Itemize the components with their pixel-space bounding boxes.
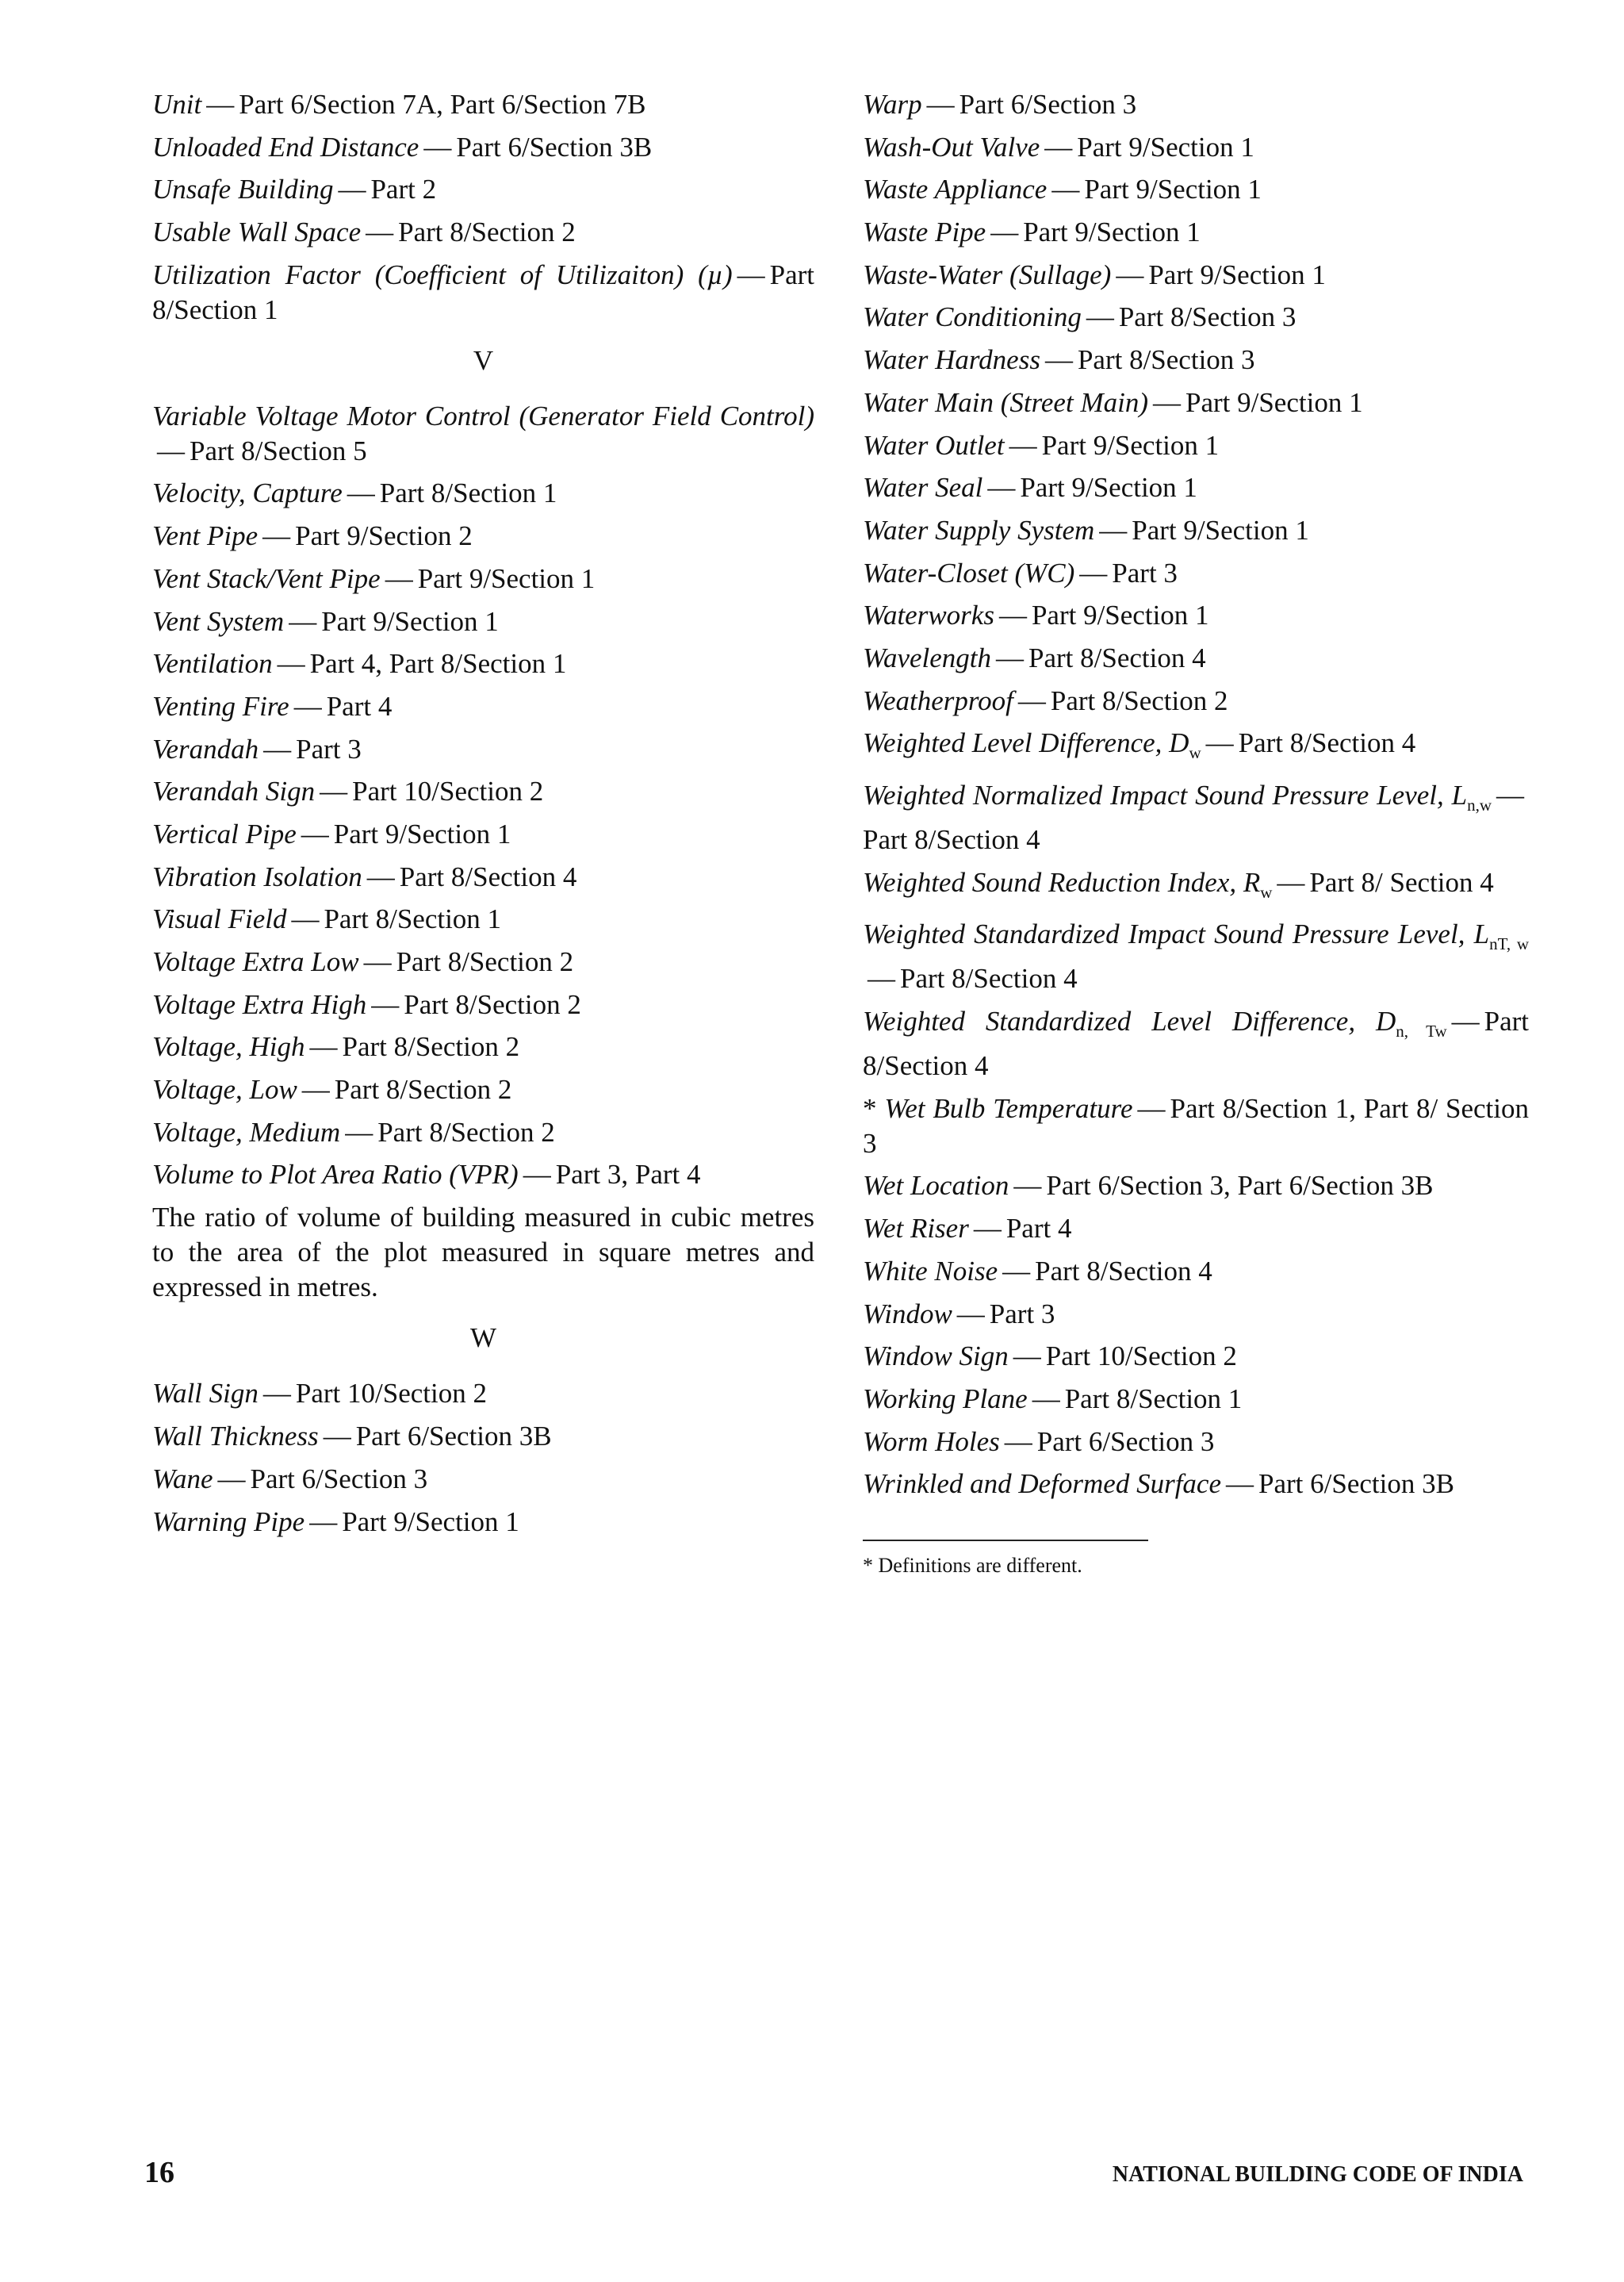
index-entry bbox=[863, 470, 1529, 505]
entry-reference: Part 8/Section 3 bbox=[1077, 344, 1255, 376]
entry-dash: — bbox=[385, 562, 413, 594]
index-entry bbox=[863, 865, 1529, 910]
entry-term: Wet Bulb Temperature bbox=[884, 1092, 1133, 1124]
entry-reference: Part 9/Section 1 bbox=[1132, 514, 1309, 546]
entry-dash: — bbox=[423, 131, 452, 163]
entry-dash: — bbox=[345, 1116, 373, 1148]
entry-reference: Part 4 bbox=[1005, 1213, 1072, 1245]
entry-term: Water-Closet (WC) bbox=[863, 557, 1075, 589]
entry-dash: — bbox=[363, 946, 392, 977]
entry-dash: — bbox=[1116, 259, 1144, 290]
index-entry bbox=[152, 1072, 814, 1107]
index-entry bbox=[863, 385, 1529, 420]
entry-dash: — bbox=[1017, 685, 1046, 716]
entry-reference: Part 8/Section 4 bbox=[399, 861, 577, 892]
entry-reference: Part 8/Section 2 bbox=[404, 988, 581, 1020]
entry-reference: Part 6/Section 3 bbox=[250, 1463, 428, 1494]
entry-dash: — bbox=[1051, 174, 1080, 205]
entry-dash: — bbox=[1496, 780, 1524, 811]
entry-reference: Part 6/Section 3 bbox=[1036, 1425, 1215, 1457]
entry-reference: Part 8/Section 2 bbox=[342, 1031, 520, 1063]
entry-symbol-subscript: nT, w bbox=[1489, 934, 1530, 954]
entry-reference: Part 9/Section 1 bbox=[1041, 429, 1220, 461]
entry-dash: — bbox=[366, 217, 394, 248]
entry-reference: Part 9/Section 1 bbox=[333, 818, 511, 850]
index-entry bbox=[863, 726, 1529, 770]
footnote-marker: * bbox=[863, 1092, 885, 1124]
entry-term: Unit bbox=[152, 89, 202, 120]
entry-list-w-left bbox=[152, 1376, 814, 1539]
entry-term: Weighted Normalized Impact Sound Pressure Level, bbox=[863, 780, 1444, 811]
entry-term: Usable Wall Space bbox=[152, 217, 362, 248]
entry-term: Vent System bbox=[152, 605, 285, 637]
entry-dash: — bbox=[523, 1159, 551, 1191]
entry-term: Weighted Standardized Level Difference, bbox=[863, 1006, 1356, 1037]
entry-reference: Part 9/Section 1 bbox=[1031, 600, 1209, 631]
entry-term: Velocity, Capture bbox=[152, 477, 343, 509]
entry-reference: Part 6/Section 3B bbox=[1258, 1468, 1454, 1500]
index-entry bbox=[863, 641, 1529, 676]
entry-term: Weatherproof bbox=[863, 685, 1013, 716]
vpr-definition: The ratio of volume of building measured in cubic metres to the area of the plot measured in square metres and expressed in metres. bbox=[152, 1202, 814, 1303]
entry-dash: — bbox=[1013, 1170, 1042, 1202]
entry-dash: — bbox=[868, 963, 895, 995]
entry-dash: — bbox=[309, 1031, 338, 1063]
index-entry bbox=[152, 1157, 814, 1192]
entry-term: Vent Pipe bbox=[152, 520, 259, 552]
index-entry bbox=[863, 778, 1529, 857]
entry-dash: — bbox=[1013, 1340, 1041, 1372]
entry-term: Voltage, Medium bbox=[152, 1116, 341, 1148]
entry-term: Variable Voltage Motor Control (Generator Field Control) bbox=[152, 400, 814, 431]
index-entry bbox=[863, 598, 1529, 633]
right-column bbox=[863, 87, 1529, 1579]
index-entry bbox=[152, 1115, 814, 1150]
entry-term: White Noise bbox=[863, 1255, 998, 1287]
entry-reference: Part 8/Section 4 bbox=[1028, 642, 1206, 673]
entry-dash: — bbox=[1079, 557, 1108, 589]
entry-dash: — bbox=[338, 174, 366, 205]
index-entry bbox=[152, 562, 814, 596]
entry-dash: — bbox=[990, 217, 1019, 248]
entry-reference: Part 8/Section 1 bbox=[324, 903, 502, 935]
index-entry bbox=[152, 519, 814, 554]
entry-reference: Part 8/Section 3 bbox=[1118, 301, 1297, 333]
index-entry bbox=[152, 1462, 814, 1497]
entry-reference: Part 8/Section 1 bbox=[1064, 1383, 1243, 1414]
entry-symbol-subscript: n,w bbox=[1467, 796, 1492, 815]
index-entry bbox=[863, 1254, 1529, 1289]
entry-dash: — bbox=[323, 1421, 351, 1452]
entry-dash: — bbox=[217, 1463, 246, 1494]
entry-dash: — bbox=[301, 1074, 330, 1106]
entry-reference: Part 8/Section 2 bbox=[334, 1074, 512, 1106]
entry-dash: — bbox=[956, 1298, 985, 1329]
index-entry bbox=[152, 988, 814, 1022]
entry-term: Weighted Standardized Impact Sound Pressure Level, bbox=[863, 919, 1465, 950]
entry-reference: Part 8/Section 2 bbox=[377, 1116, 555, 1148]
entry-dash: — bbox=[998, 600, 1027, 631]
entry-dash: — bbox=[301, 818, 329, 850]
index-entry bbox=[152, 1376, 814, 1411]
entry-reference: Part 8/Section 4 bbox=[863, 824, 1040, 855]
footnote-rule bbox=[863, 1540, 1148, 1541]
entry-reference: Part 6/Section 3 bbox=[959, 89, 1137, 120]
entry-term: Warning Pipe bbox=[152, 1505, 305, 1537]
entry-term: Wane bbox=[152, 1463, 213, 1494]
index-entry bbox=[152, 860, 814, 895]
entry-reference: Part 8/Section 4 bbox=[1238, 727, 1416, 759]
index-entry bbox=[152, 902, 814, 937]
index-entry bbox=[863, 215, 1529, 250]
entry-reference: Part 9/Section 1 bbox=[1084, 174, 1262, 205]
entry-dash: — bbox=[1004, 1425, 1032, 1457]
index-entry bbox=[863, 1091, 1529, 1161]
entry-list-w-right bbox=[863, 87, 1529, 1502]
entry-term: Waste-Water (Sullage) bbox=[863, 259, 1112, 290]
entry-dash: — bbox=[1277, 866, 1305, 898]
entry-dash: — bbox=[1226, 1468, 1254, 1500]
entry-dash: — bbox=[309, 1505, 338, 1537]
entry-dash: — bbox=[262, 1378, 291, 1409]
entry-reference: Part 3 bbox=[296, 733, 362, 765]
entry-term: Vent Stack/Vent Pipe bbox=[152, 562, 381, 594]
left-column bbox=[152, 87, 814, 1547]
index-entry bbox=[863, 513, 1529, 548]
entry-term: Water Hardness bbox=[863, 344, 1040, 376]
entry-dash: — bbox=[973, 1213, 1002, 1245]
entry-reference: Part 6/Section 3, Part 6/Section 3B bbox=[1046, 1170, 1434, 1202]
section-letter-v: V bbox=[473, 344, 494, 376]
entry-term: Verandah bbox=[152, 733, 259, 765]
entry-reference: Part 8/Section 2 bbox=[396, 946, 574, 977]
entry-symbol: $D_w$ bbox=[1169, 727, 1201, 763]
entry-reference: Part 8/Section 1 bbox=[152, 259, 814, 325]
index-entry bbox=[863, 1425, 1529, 1459]
entry-term: Voltage Extra High bbox=[152, 988, 367, 1020]
entry-dash: — bbox=[987, 472, 1016, 504]
entry-term: Wavelength bbox=[863, 642, 991, 673]
index-entry bbox=[863, 428, 1529, 463]
entry-dash: — bbox=[289, 605, 317, 637]
entry-reference: Part 4, Part 8/Section 1 bbox=[309, 648, 567, 680]
entry-term: Vertical Pipe bbox=[152, 818, 297, 850]
entry-dash: — bbox=[262, 520, 291, 552]
entry-dash: — bbox=[1137, 1092, 1166, 1124]
entry-dash: — bbox=[157, 435, 185, 466]
entry-dash: — bbox=[320, 776, 348, 807]
entry-reference: Part 9/Section 2 bbox=[295, 520, 473, 552]
entry-dash: — bbox=[1002, 1255, 1031, 1287]
index-entry bbox=[152, 399, 814, 469]
entry-reference: Part 6/Section 3B bbox=[456, 131, 653, 163]
entry-dash: — bbox=[1044, 344, 1073, 376]
entry-dash: — bbox=[293, 690, 322, 722]
entry-reference: Part 8/Section 4 bbox=[900, 963, 1078, 995]
entry-dash: — bbox=[1205, 727, 1234, 759]
entry-reference: Part 10/Section 2 bbox=[352, 776, 544, 807]
entry-dash: — bbox=[1044, 131, 1073, 163]
footnote: * Definitions are different. bbox=[863, 1554, 1082, 1578]
entry-term: Waste Pipe bbox=[863, 217, 986, 248]
entry-term: Unloaded End Distance bbox=[152, 131, 419, 163]
entry-dash: — bbox=[1009, 429, 1037, 461]
index-entry bbox=[152, 215, 814, 250]
entry-term: Water Supply System bbox=[863, 514, 1095, 546]
entry-term: Visual Field bbox=[152, 903, 287, 935]
index-entry bbox=[152, 87, 814, 122]
entry-dash: — bbox=[737, 259, 765, 290]
entry-term: Waste Appliance bbox=[863, 174, 1048, 205]
entry-term: Wet Riser bbox=[863, 1213, 969, 1245]
entry-term: Wall Thickness bbox=[152, 1421, 319, 1452]
entry-reference: Part 8/Section 1, Part 8/ Section 3 bbox=[863, 1092, 1529, 1159]
index-entry bbox=[152, 476, 814, 511]
index-entry bbox=[863, 1467, 1529, 1502]
entry-dash: — bbox=[206, 89, 235, 120]
entry-dash: — bbox=[1086, 301, 1114, 333]
index-entry bbox=[152, 732, 814, 767]
index-entry bbox=[863, 172, 1529, 207]
index-entry bbox=[863, 917, 1529, 996]
entry-symbol-subscript: n, Tw bbox=[1396, 1022, 1447, 1041]
entry-term: Wrinkled and Deformed Surface bbox=[863, 1468, 1221, 1500]
entry-term: Ventilation bbox=[152, 648, 273, 680]
entry-term: Venting Fire bbox=[152, 690, 289, 722]
index-entry bbox=[863, 1382, 1529, 1417]
entry-term: Wet Location bbox=[863, 1170, 1009, 1202]
entry-term: Voltage Extra Low bbox=[152, 946, 359, 977]
entry-reference: Part 8/Section 1 bbox=[379, 477, 557, 509]
entry-reference: Part 10/Section 2 bbox=[1045, 1340, 1237, 1372]
section-letter-w: W bbox=[469, 1322, 497, 1354]
index-entry bbox=[863, 1211, 1529, 1246]
entry-reference: Part 6/Section 3B bbox=[355, 1421, 552, 1452]
index-entry bbox=[863, 1297, 1529, 1332]
entry-reference: Part 10/Section 2 bbox=[295, 1378, 487, 1409]
entry-term: Weighted Level Difference, bbox=[863, 727, 1162, 759]
entry-term: Volume to Plot Area Ratio (VPR) bbox=[152, 1159, 519, 1191]
entry-reference: Part 8/Section 2 bbox=[398, 217, 576, 248]
index-entry bbox=[863, 556, 1529, 591]
index-entry bbox=[863, 1004, 1529, 1083]
entry-list-u bbox=[152, 87, 814, 328]
entry-term: Water Outlet bbox=[863, 429, 1005, 461]
running-footer-title: NATIONAL BUILDING CODE OF INDIA bbox=[1112, 2162, 1523, 2187]
index-entry bbox=[152, 1030, 814, 1064]
entry-dash: — bbox=[263, 733, 292, 765]
entry-symbol: (µ) bbox=[698, 259, 733, 290]
entry-reference: Part 3 bbox=[989, 1298, 1055, 1329]
entry-reference: Part 8/Section 5 bbox=[190, 435, 367, 466]
index-entry bbox=[152, 1505, 814, 1540]
index-entry bbox=[863, 300, 1529, 335]
entry-term: Water Main (Street Main) bbox=[863, 386, 1148, 418]
index-entry bbox=[863, 130, 1529, 165]
entry-reference: Part 3, Part 4 bbox=[555, 1159, 701, 1191]
page-number: 16 bbox=[144, 2156, 174, 2189]
entry-reference: Part 9/Section 1 bbox=[1185, 386, 1363, 418]
entry-term: Verandah Sign bbox=[152, 776, 316, 807]
index-entry bbox=[152, 258, 814, 328]
entry-dash: — bbox=[1152, 386, 1181, 418]
index-entry bbox=[152, 1419, 814, 1454]
entry-term: Vibration Isolation bbox=[152, 861, 362, 892]
entry-reference: Part 9/Section 1 bbox=[321, 605, 499, 637]
index-entry bbox=[152, 945, 814, 980]
entry-term: Waterworks bbox=[863, 600, 994, 631]
entry-symbol: $D_{n, Tw}$ bbox=[1376, 1006, 1447, 1041]
entry-term: Unsafe Building bbox=[152, 174, 334, 205]
entry-reference: Part 9/Section 1 bbox=[1023, 217, 1201, 248]
index-entry bbox=[152, 130, 814, 165]
entry-dash: — bbox=[996, 642, 1024, 673]
entry-reference: Part 8/ Section 4 bbox=[1309, 866, 1494, 898]
entry-term: Water Conditioning bbox=[863, 301, 1082, 333]
entry-symbol: $R_w$ bbox=[1243, 866, 1273, 902]
entry-dash: — bbox=[926, 89, 955, 120]
index-entry bbox=[152, 646, 814, 681]
index-entry bbox=[863, 684, 1529, 719]
entry-symbol-subscript: w bbox=[1189, 743, 1201, 763]
entry-reference: Part 9/Section 1 bbox=[342, 1505, 519, 1537]
entry-dash: — bbox=[347, 477, 375, 509]
entry-reference: Part 9/Section 1 bbox=[1148, 259, 1326, 290]
entry-dash: — bbox=[1451, 1006, 1480, 1037]
entry-term: Voltage, Low bbox=[152, 1074, 297, 1106]
entry-term: Wall Sign bbox=[152, 1378, 259, 1409]
entry-dash: — bbox=[366, 861, 395, 892]
entry-reference: Part 9/Section 1 bbox=[1020, 472, 1197, 504]
entry-term: Window Sign bbox=[863, 1340, 1009, 1372]
index-entry bbox=[152, 817, 814, 852]
entry-term: Working Plane bbox=[863, 1383, 1028, 1414]
index-entry bbox=[863, 343, 1529, 378]
index-entry bbox=[863, 87, 1529, 122]
entry-term: Window bbox=[863, 1298, 952, 1329]
entry-reference: Part 8/Section 2 bbox=[1050, 685, 1228, 716]
index-entry bbox=[152, 172, 814, 207]
entry-reference: Part 8/Section 4 bbox=[1035, 1255, 1212, 1287]
entry-reference: Part 4 bbox=[326, 690, 393, 722]
entry-term: Utilization Factor (Coefficient of Utilizaiton) bbox=[152, 259, 684, 290]
index-entry bbox=[152, 774, 814, 809]
entry-reference: Part 9/Section 1 bbox=[1077, 131, 1254, 163]
entry-dash: — bbox=[1032, 1383, 1060, 1414]
entry-reference: Part 8/Section 4 bbox=[863, 1006, 1530, 1082]
index-entry bbox=[152, 604, 814, 639]
index-entry bbox=[863, 258, 1529, 293]
entry-symbol: $L_{n,w}$ bbox=[1451, 780, 1492, 815]
entry-reference: Part 2 bbox=[370, 174, 437, 205]
entry-dash: — bbox=[277, 648, 305, 680]
entry-term: Water Seal bbox=[863, 472, 983, 504]
entry-dash: — bbox=[1099, 514, 1128, 546]
entry-list-v bbox=[152, 399, 814, 1193]
entry-term: Warp bbox=[863, 89, 922, 120]
index-entry bbox=[863, 1339, 1529, 1374]
entry-symbol: $L_{nT, w}$ bbox=[1473, 919, 1530, 954]
entry-dash: — bbox=[371, 988, 400, 1020]
entry-reference: Part 9/Section 1 bbox=[417, 562, 596, 594]
entry-symbol-subscript: w bbox=[1260, 882, 1273, 902]
entry-reference: Part 6/Section 7A, Part 6/Section 7B bbox=[239, 89, 646, 120]
entry-term: Voltage, High bbox=[152, 1031, 305, 1063]
index-entry bbox=[152, 689, 814, 724]
index-entry bbox=[863, 1168, 1529, 1203]
entry-term: Wash-Out Valve bbox=[863, 131, 1040, 163]
entry-term: Worm Holes bbox=[863, 1425, 1000, 1457]
entry-term: Weighted Sound Reduction Index, bbox=[863, 866, 1237, 898]
entry-reference: Part 3 bbox=[1112, 557, 1178, 589]
entry-dash: — bbox=[291, 903, 320, 935]
